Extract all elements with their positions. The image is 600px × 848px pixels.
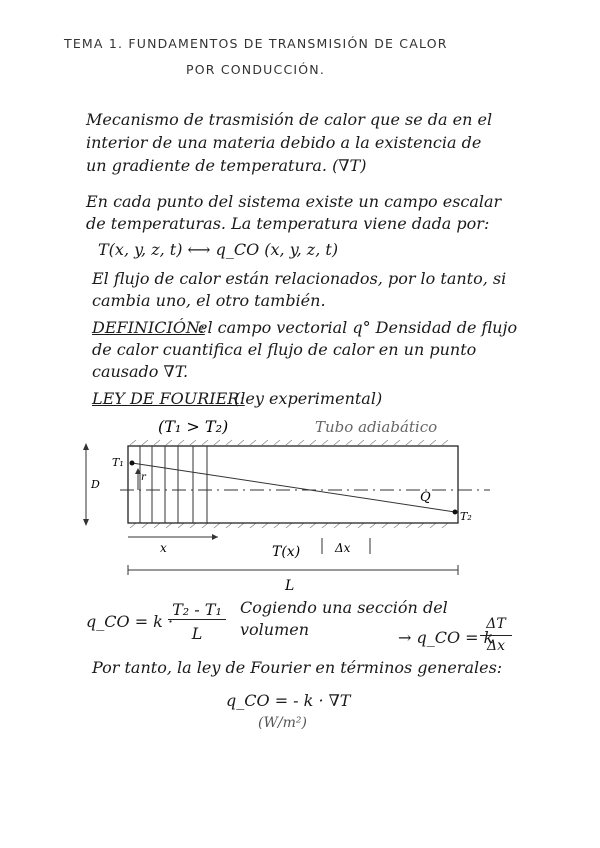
section-note-line1: Cogiendo una sección del bbox=[240, 598, 448, 617]
page-title-line2: POR CONDUCCIÓN. bbox=[186, 62, 326, 77]
tube-label: Tubo adiabático bbox=[315, 418, 438, 436]
heat-flow-label: Q bbox=[420, 490, 431, 505]
temperature-condition: (T₁ > T₂) bbox=[158, 417, 229, 436]
p3-line1: El flujo de calor están relacionados, por lo tanto, si bbox=[92, 269, 507, 288]
formula1-rhs: → q_CO = k bbox=[398, 628, 494, 647]
p1-line1: Mecanismo de trasmisión de calor que se da en el bbox=[86, 110, 493, 129]
formula2: q_CO = - k · ∇T bbox=[226, 691, 351, 710]
t2-point bbox=[453, 510, 458, 515]
fourier-note: (ley experimental) bbox=[234, 389, 383, 408]
p1-line3: un gradiente de temperatura. (∇T) bbox=[86, 156, 367, 175]
definition-label: DEFINICIÓN: bbox=[92, 318, 205, 337]
formula1-rhs-denominator: Δx bbox=[486, 638, 505, 654]
units-label: (W/m²) bbox=[258, 715, 307, 731]
field-equation: T(x, y, z, t) ⟷ q_CO (x, y, z, t) bbox=[98, 240, 339, 259]
formula1-numerator: T₂ - T₁ bbox=[172, 600, 222, 619]
formula1-rhs-fraction-bar bbox=[480, 635, 512, 636]
tube-slices bbox=[140, 446, 207, 523]
radius-label: r bbox=[141, 472, 146, 483]
x-dimension-arrow bbox=[212, 534, 218, 540]
dx-label: Δx bbox=[335, 541, 351, 555]
diameter-label: D bbox=[91, 478, 100, 491]
t1-label: T₁ bbox=[112, 456, 124, 469]
x-label: x bbox=[160, 541, 167, 555]
diameter-arrow-bottom bbox=[83, 519, 89, 526]
p2-line1: En cada punto del sistema existe un campo escalar bbox=[86, 192, 502, 211]
t2-label: T₂ bbox=[460, 510, 472, 523]
definition-line3: causado ∇T. bbox=[92, 362, 189, 381]
p3-line2: cambia uno, el otro también. bbox=[92, 291, 326, 310]
page-title: TEMA 1. FUNDAMENTOS DE TRANSMISIÓN DE CALOR bbox=[64, 36, 448, 51]
diameter-arrow-top bbox=[83, 443, 89, 450]
definition-line1: el campo vectorial q° Densidad de flujo bbox=[198, 318, 518, 337]
definition-line2: de calor cuantifica el flujo de calor en un punto bbox=[92, 340, 477, 359]
section-note-line2: volumen bbox=[240, 620, 310, 639]
length-label: L bbox=[285, 578, 295, 594]
formula1-lhs: q_CO = k · bbox=[86, 612, 174, 631]
top-hatching bbox=[130, 440, 448, 445]
conduction-diagram bbox=[0, 410, 600, 610]
conclusion-text: Por tanto, la ley de Fourier en términos generales: bbox=[92, 658, 503, 677]
tx-label: T(x) bbox=[272, 544, 301, 560]
p2-line2: de temperaturas. La temperatura viene dada por: bbox=[86, 214, 490, 233]
bottom-hatching bbox=[130, 523, 448, 528]
formula1-fraction-bar bbox=[168, 619, 226, 620]
fourier-label: LEY DE FOURIER: bbox=[92, 389, 245, 408]
formula1-rhs-numerator: ΔT bbox=[486, 616, 506, 632]
formula1-denominator: L bbox=[191, 624, 203, 643]
p1-line2: interior de una materia debido a la existencia de bbox=[86, 133, 482, 152]
temperature-profile-line bbox=[132, 463, 455, 512]
t1-point bbox=[130, 461, 135, 466]
